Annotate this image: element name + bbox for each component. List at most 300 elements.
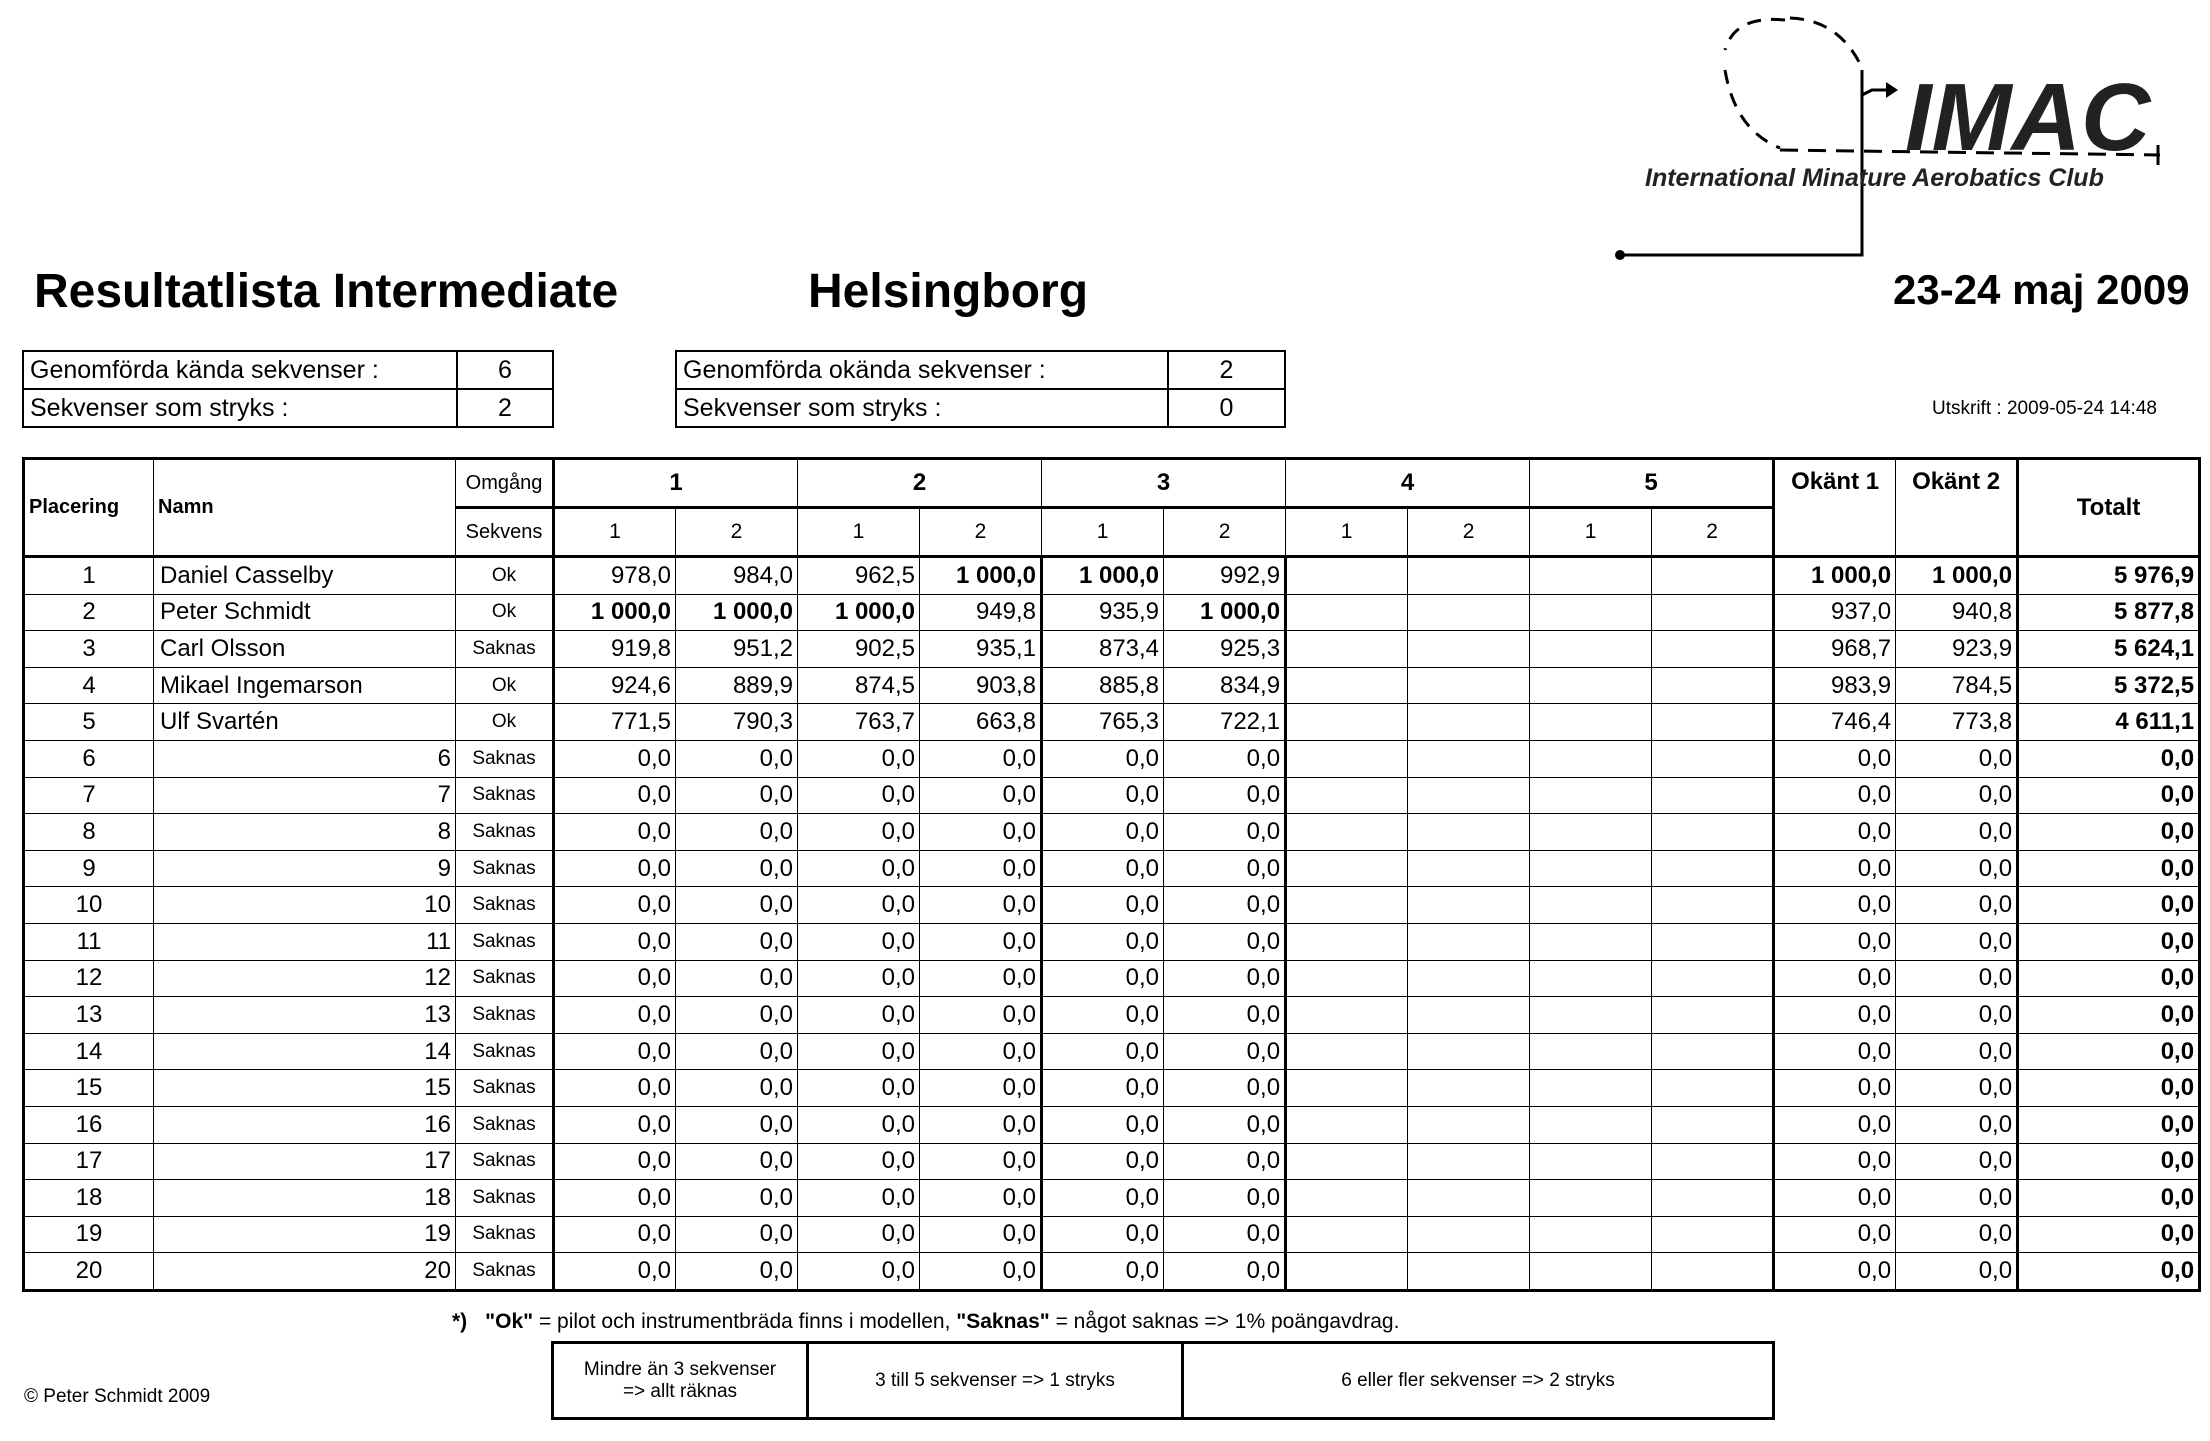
status-cell: Saknas [456, 923, 554, 960]
score-cell [1408, 887, 1530, 924]
score-cell [1286, 997, 1408, 1034]
event-date: 23-24 maj 2009 [1893, 266, 2190, 313]
score-cell [1530, 1070, 1652, 1107]
score-cell: 873,4 [1042, 631, 1164, 668]
score-cell: 0,0 [1042, 1033, 1164, 1070]
score-cell [1286, 960, 1408, 997]
score-cell: 0,0 [554, 740, 676, 777]
table-row [24, 997, 2200, 1034]
pilot-name-cell: 14 [154, 1033, 456, 1070]
score-cell: 951,2 [676, 631, 798, 668]
header-omgang: Omgång [456, 459, 554, 508]
score-cell: 0,0 [1164, 887, 1286, 924]
score-cell: 0,0 [920, 1070, 1042, 1107]
svg-text:International Minature Aerobat: International Minature Aerobatics Club [1645, 164, 2104, 192]
score-cell: 1 000,0 [920, 557, 1042, 595]
score-cell: 0,0 [676, 1253, 798, 1291]
header-round-1: 1 [554, 459, 798, 508]
score-cell [1286, 1106, 1408, 1143]
status-cell: Saknas [456, 814, 554, 851]
score-cell [1652, 631, 1774, 668]
score-cell [1408, 740, 1530, 777]
total-cell: 4 611,1 [2018, 704, 2200, 741]
score-cell [1652, 960, 1774, 997]
pilot-name-cell: Peter Schmidt [154, 594, 456, 631]
score-cell [1286, 923, 1408, 960]
known-sequences-box [22, 350, 554, 428]
score-cell: 0,0 [676, 923, 798, 960]
placement-cell: 5 [24, 704, 154, 741]
score-cell: 0,0 [1164, 960, 1286, 997]
ok-text: = pilot och instrumentbräda finns i modellen, [533, 1310, 957, 1333]
total-cell: 0,0 [2018, 777, 2200, 814]
score-cell: 0,0 [1042, 1216, 1164, 1253]
score-cell: 0,0 [798, 1143, 920, 1180]
total-cell: 0,0 [2018, 887, 2200, 924]
unknown-2-cell: 0,0 [1896, 923, 2018, 960]
score-cell [1286, 704, 1408, 741]
score-cell: 984,0 [676, 557, 798, 595]
score-cell [1652, 1180, 1774, 1217]
table-row [24, 1180, 2200, 1217]
placement-cell: 12 [24, 960, 154, 997]
score-cell: 0,0 [1042, 814, 1164, 851]
score-cell: 0,0 [1042, 887, 1164, 924]
score-cell: 0,0 [798, 1253, 920, 1291]
table-row [24, 594, 2200, 631]
header-okant-2: Okänt 2 [1896, 459, 2018, 557]
score-cell: 0,0 [1164, 1253, 1286, 1291]
score-cell [1530, 777, 1652, 814]
total-cell: 0,0 [2018, 923, 2200, 960]
score-cell [1652, 850, 1774, 887]
score-cell: 763,7 [798, 704, 920, 741]
status-cell: Saknas [456, 1033, 554, 1070]
score-cell [1408, 850, 1530, 887]
score-cell: 0,0 [920, 777, 1042, 814]
header-round-3: 3 [1042, 459, 1286, 508]
score-cell: 992,9 [1164, 557, 1286, 595]
drop-rules-table [551, 1341, 1775, 1420]
score-cell [1286, 557, 1408, 595]
unknown-2-cell: 784,5 [1896, 667, 2018, 704]
score-cell [1652, 1106, 1774, 1143]
score-cell: 0,0 [798, 1033, 920, 1070]
placement-cell: 2 [24, 594, 154, 631]
unknown-1-cell: 0,0 [1774, 1033, 1896, 1070]
pilot-name-cell: Daniel Casselby [154, 557, 456, 595]
score-cell: 0,0 [1164, 1180, 1286, 1217]
status-cell: Saknas [456, 1253, 554, 1291]
score-cell [1286, 740, 1408, 777]
score-cell: 0,0 [554, 1253, 676, 1291]
score-cell [1408, 1216, 1530, 1253]
unknown-1-cell: 0,0 [1774, 814, 1896, 851]
score-cell: 0,0 [554, 960, 676, 997]
score-cell [1652, 997, 1774, 1034]
score-cell [1652, 1143, 1774, 1180]
printout-timestamp: Utskrift : 2009-05-24 14:48 [1932, 398, 2157, 419]
score-cell: 0,0 [676, 1216, 798, 1253]
unknown-1-cell: 983,9 [1774, 667, 1896, 704]
unknown-2-cell: 0,0 [1896, 1180, 2018, 1217]
table-row [24, 960, 2200, 997]
unknown-2-cell: 0,0 [1896, 777, 2018, 814]
score-cell: 0,0 [920, 923, 1042, 960]
score-cell: 0,0 [920, 1033, 1042, 1070]
pilot-name-cell: 19 [154, 1216, 456, 1253]
score-cell [1530, 1143, 1652, 1180]
score-cell [1408, 1070, 1530, 1107]
header-namn: Namn [154, 459, 456, 557]
score-cell: 0,0 [798, 960, 920, 997]
pilot-name-cell: 9 [154, 850, 456, 887]
pilot-name-cell: 15 [154, 1070, 456, 1107]
score-cell [1286, 667, 1408, 704]
placement-cell: 4 [24, 667, 154, 704]
score-cell: 0,0 [920, 997, 1042, 1034]
placement-cell: 17 [24, 1143, 154, 1180]
score-cell: 0,0 [554, 887, 676, 924]
unknown-1-cell: 0,0 [1774, 1070, 1896, 1107]
score-cell [1530, 1180, 1652, 1217]
score-cell [1652, 1253, 1774, 1291]
score-cell: 722,1 [1164, 704, 1286, 741]
ok-term: "Ok" [485, 1310, 534, 1333]
score-cell: 0,0 [798, 814, 920, 851]
svg-text:IMAC: IMAC [1905, 64, 2151, 171]
score-cell: 0,0 [920, 960, 1042, 997]
score-cell: 0,0 [1042, 960, 1164, 997]
unknown-2-cell: 940,8 [1896, 594, 2018, 631]
score-cell: 0,0 [554, 1216, 676, 1253]
score-cell: 0,0 [920, 887, 1042, 924]
total-cell: 5 372,5 [2018, 667, 2200, 704]
score-cell [1286, 887, 1408, 924]
score-cell [1530, 814, 1652, 851]
table-row [24, 1143, 2200, 1180]
score-cell: 0,0 [1164, 997, 1286, 1034]
table-row [24, 631, 2200, 668]
page-title: Resultatlista Intermediate [34, 265, 619, 318]
score-cell: 0,0 [1164, 1143, 1286, 1180]
score-cell: 0,0 [798, 1106, 920, 1143]
placement-cell: 6 [24, 740, 154, 777]
score-cell: 949,8 [920, 594, 1042, 631]
header-seq: 1 [554, 508, 676, 557]
score-cell [1286, 594, 1408, 631]
score-cell: 765,3 [1042, 704, 1164, 741]
header-round-2: 2 [798, 459, 1042, 508]
score-cell: 0,0 [1042, 1143, 1164, 1180]
status-cell: Saknas [456, 1216, 554, 1253]
score-cell [1286, 814, 1408, 851]
score-cell: 0,0 [554, 1033, 676, 1070]
score-cell [1530, 667, 1652, 704]
score-cell: 0,0 [676, 740, 798, 777]
score-cell [1408, 557, 1530, 595]
score-cell: 790,3 [676, 704, 798, 741]
placement-cell: 18 [24, 1180, 154, 1217]
placement-cell: 16 [24, 1106, 154, 1143]
placement-cell: 19 [24, 1216, 154, 1253]
score-cell [1286, 1216, 1408, 1253]
table-row [24, 1106, 2200, 1143]
table-row [24, 1216, 2200, 1253]
pilot-name-cell: 20 [154, 1253, 456, 1291]
score-cell [1408, 960, 1530, 997]
status-cell: Ok [456, 667, 554, 704]
pilot-name-cell: 6 [154, 740, 456, 777]
unknown-2-cell: 0,0 [1896, 1216, 2018, 1253]
imac-logo [1600, 0, 2210, 270]
table-row [24, 1253, 2200, 1291]
unknown-1-cell: 0,0 [1774, 777, 1896, 814]
score-cell: 0,0 [554, 850, 676, 887]
score-cell [1286, 1070, 1408, 1107]
score-cell: 935,1 [920, 631, 1042, 668]
score-cell: 924,6 [554, 667, 676, 704]
total-cell: 0,0 [2018, 1033, 2200, 1070]
score-cell: 0,0 [920, 1216, 1042, 1253]
venue-title: Helsingborg [808, 265, 1089, 318]
unknown-2-cell: 0,0 [1896, 740, 2018, 777]
unknown-1-cell: 746,4 [1774, 704, 1896, 741]
unknown-1-cell: 0,0 [1774, 1143, 1896, 1180]
score-cell: 0,0 [1042, 740, 1164, 777]
copyright: © Peter Schmidt 2009 [24, 1386, 211, 1407]
score-cell: 0,0 [1164, 923, 1286, 960]
score-cell: 0,0 [676, 1180, 798, 1217]
status-cell: Saknas [456, 887, 554, 924]
score-cell [1530, 1216, 1652, 1253]
header-seq: 2 [920, 508, 1042, 557]
total-cell: 0,0 [2018, 1143, 2200, 1180]
score-cell: 0,0 [1164, 777, 1286, 814]
unknown-2-cell: 773,8 [1896, 704, 2018, 741]
score-cell [1530, 1106, 1652, 1143]
score-cell: 1 000,0 [1042, 557, 1164, 595]
score-cell: 0,0 [1042, 1070, 1164, 1107]
score-cell [1530, 557, 1652, 595]
unknown-2-cell: 0,0 [1896, 1106, 2018, 1143]
score-cell [1408, 777, 1530, 814]
total-cell: 0,0 [2018, 1070, 2200, 1107]
rule-1-line-2: => allt räknas [622, 1380, 738, 1402]
score-cell [1530, 631, 1652, 668]
total-cell: 0,0 [2018, 1106, 2200, 1143]
score-cell: 0,0 [676, 850, 798, 887]
header-placering: Placering [24, 459, 154, 557]
total-cell: 0,0 [2018, 814, 2200, 851]
unknown-2-cell: 923,9 [1896, 631, 2018, 668]
score-cell: 978,0 [554, 557, 676, 595]
pilot-name-cell: 12 [154, 960, 456, 997]
header-seq: 2 [1652, 508, 1774, 557]
score-cell: 0,0 [798, 740, 920, 777]
unknown-label: Genomförda okända sekvenser : [676, 351, 1168, 389]
footnote-star: *) [452, 1310, 468, 1333]
known-label: Genomförda kända sekvenser : [23, 351, 457, 389]
score-cell: 0,0 [1042, 1180, 1164, 1217]
rule-3-to-5: 3 till 5 sekvenser => 1 stryks [808, 1343, 1183, 1419]
unknown-2-cell: 0,0 [1896, 850, 2018, 887]
score-cell: 1 000,0 [554, 594, 676, 631]
status-cell: Saknas [456, 1180, 554, 1217]
score-cell: 771,5 [554, 704, 676, 741]
unknown-2-cell: 0,0 [1896, 997, 2018, 1034]
score-cell [1652, 557, 1774, 595]
score-cell: 0,0 [798, 850, 920, 887]
unknown-2-cell: 0,0 [1896, 1033, 2018, 1070]
score-cell: 663,8 [920, 704, 1042, 741]
score-cell: 0,0 [920, 850, 1042, 887]
score-cell [1286, 1253, 1408, 1291]
table-row [24, 1033, 2200, 1070]
pilot-name-cell: Mikael Ingemarson [154, 667, 456, 704]
header-seq: 2 [1408, 508, 1530, 557]
score-cell: 0,0 [554, 997, 676, 1034]
header-seq: 1 [1286, 508, 1408, 557]
rule-6-or-more: 6 eller fler sekvenser => 2 stryks [1183, 1343, 1774, 1419]
score-cell [1408, 923, 1530, 960]
unknown-1-cell: 937,0 [1774, 594, 1896, 631]
results-body [24, 557, 2200, 1291]
score-cell: 0,0 [1164, 740, 1286, 777]
unknown-dropped-label: Sekvenser som stryks : [676, 389, 1168, 427]
status-cell: Saknas [456, 850, 554, 887]
score-cell [1652, 1033, 1774, 1070]
pilot-name-cell: 7 [154, 777, 456, 814]
score-cell: 0,0 [676, 1070, 798, 1107]
score-cell: 0,0 [554, 1180, 676, 1217]
unknown-dropped-value: 0 [1168, 389, 1285, 427]
score-cell: 0,0 [1042, 1253, 1164, 1291]
score-cell [1652, 887, 1774, 924]
table-row [24, 667, 2200, 704]
unknown-1-cell: 0,0 [1774, 1216, 1896, 1253]
rule-less-than-3 [553, 1343, 808, 1419]
unknown-2-cell: 0,0 [1896, 1143, 2018, 1180]
header-okant-1: Okänt 1 [1774, 459, 1896, 557]
score-cell: 925,3 [1164, 631, 1286, 668]
placement-cell: 13 [24, 997, 154, 1034]
score-cell: 0,0 [676, 997, 798, 1034]
table-row [24, 557, 2200, 595]
score-cell: 1 000,0 [1164, 594, 1286, 631]
saknas-term: "Saknas" [956, 1310, 1050, 1333]
score-cell [1408, 1180, 1530, 1217]
score-cell [1530, 1033, 1652, 1070]
score-cell: 0,0 [676, 887, 798, 924]
score-cell: 0,0 [920, 1143, 1042, 1180]
score-cell [1286, 1180, 1408, 1217]
header-round-4: 4 [1286, 459, 1530, 508]
score-cell [1408, 814, 1530, 851]
score-cell: 0,0 [920, 1106, 1042, 1143]
score-cell [1652, 923, 1774, 960]
status-cell: Saknas [456, 1143, 554, 1180]
unknown-2-cell: 0,0 [1896, 814, 2018, 851]
unknown-1-cell: 0,0 [1774, 923, 1896, 960]
known-value: 6 [457, 351, 553, 389]
score-cell: 889,9 [676, 667, 798, 704]
score-cell [1530, 997, 1652, 1034]
score-cell: 834,9 [1164, 667, 1286, 704]
score-cell [1652, 1070, 1774, 1107]
header-seq: 1 [1042, 508, 1164, 557]
results-table [22, 457, 2201, 1292]
score-cell [1286, 1033, 1408, 1070]
score-cell: 0,0 [1164, 1070, 1286, 1107]
pilot-name-cell: Carl Olsson [154, 631, 456, 668]
score-cell: 0,0 [554, 777, 676, 814]
header-seq: 2 [1164, 508, 1286, 557]
score-cell [1530, 850, 1652, 887]
score-cell [1530, 704, 1652, 741]
score-cell [1530, 740, 1652, 777]
score-cell: 0,0 [554, 923, 676, 960]
unknown-1-cell: 0,0 [1774, 1180, 1896, 1217]
total-cell: 0,0 [2018, 1216, 2200, 1253]
status-cell: Ok [456, 557, 554, 595]
pilot-name-cell: Ulf Svartén [154, 704, 456, 741]
table-row [24, 814, 2200, 851]
header-totalt: Totalt [2018, 459, 2200, 557]
header-sekvens: Sekvens [456, 508, 554, 557]
total-cell: 0,0 [2018, 960, 2200, 997]
table-row [24, 887, 2200, 924]
placement-cell: 7 [24, 777, 154, 814]
score-cell [1652, 704, 1774, 741]
pilot-name-cell: 17 [154, 1143, 456, 1180]
table-row [24, 850, 2200, 887]
total-cell: 5 877,8 [2018, 594, 2200, 631]
score-cell [1408, 704, 1530, 741]
score-cell [1652, 667, 1774, 704]
placement-cell: 20 [24, 1253, 154, 1291]
score-cell: 962,5 [798, 557, 920, 595]
score-cell: 0,0 [1042, 1106, 1164, 1143]
score-cell: 0,0 [1164, 850, 1286, 887]
score-cell: 0,0 [920, 1253, 1042, 1291]
pilot-name-cell: 11 [154, 923, 456, 960]
score-cell [1408, 1253, 1530, 1291]
header-round-5: 5 [1530, 459, 1774, 508]
score-cell [1408, 594, 1530, 631]
score-cell: 0,0 [1042, 923, 1164, 960]
status-cell: Saknas [456, 960, 554, 997]
status-cell: Saknas [456, 997, 554, 1034]
unknown-2-cell: 0,0 [1896, 1253, 2018, 1291]
total-cell: 0,0 [2018, 850, 2200, 887]
score-cell [1408, 1033, 1530, 1070]
unknown-2-cell: 1 000,0 [1896, 557, 2018, 595]
unknown-2-cell: 0,0 [1896, 1070, 2018, 1107]
unknown-1-cell: 0,0 [1774, 850, 1896, 887]
score-cell: 0,0 [798, 1180, 920, 1217]
score-cell [1408, 1106, 1530, 1143]
score-cell: 0,0 [554, 1106, 676, 1143]
score-cell: 919,8 [554, 631, 676, 668]
placement-cell: 11 [24, 923, 154, 960]
score-cell: 0,0 [920, 740, 1042, 777]
known-dropped-label: Sekvenser som stryks : [23, 389, 457, 427]
score-cell: 0,0 [1164, 1033, 1286, 1070]
unknown-2-cell: 0,0 [1896, 887, 2018, 924]
score-cell [1286, 777, 1408, 814]
score-cell [1652, 814, 1774, 851]
